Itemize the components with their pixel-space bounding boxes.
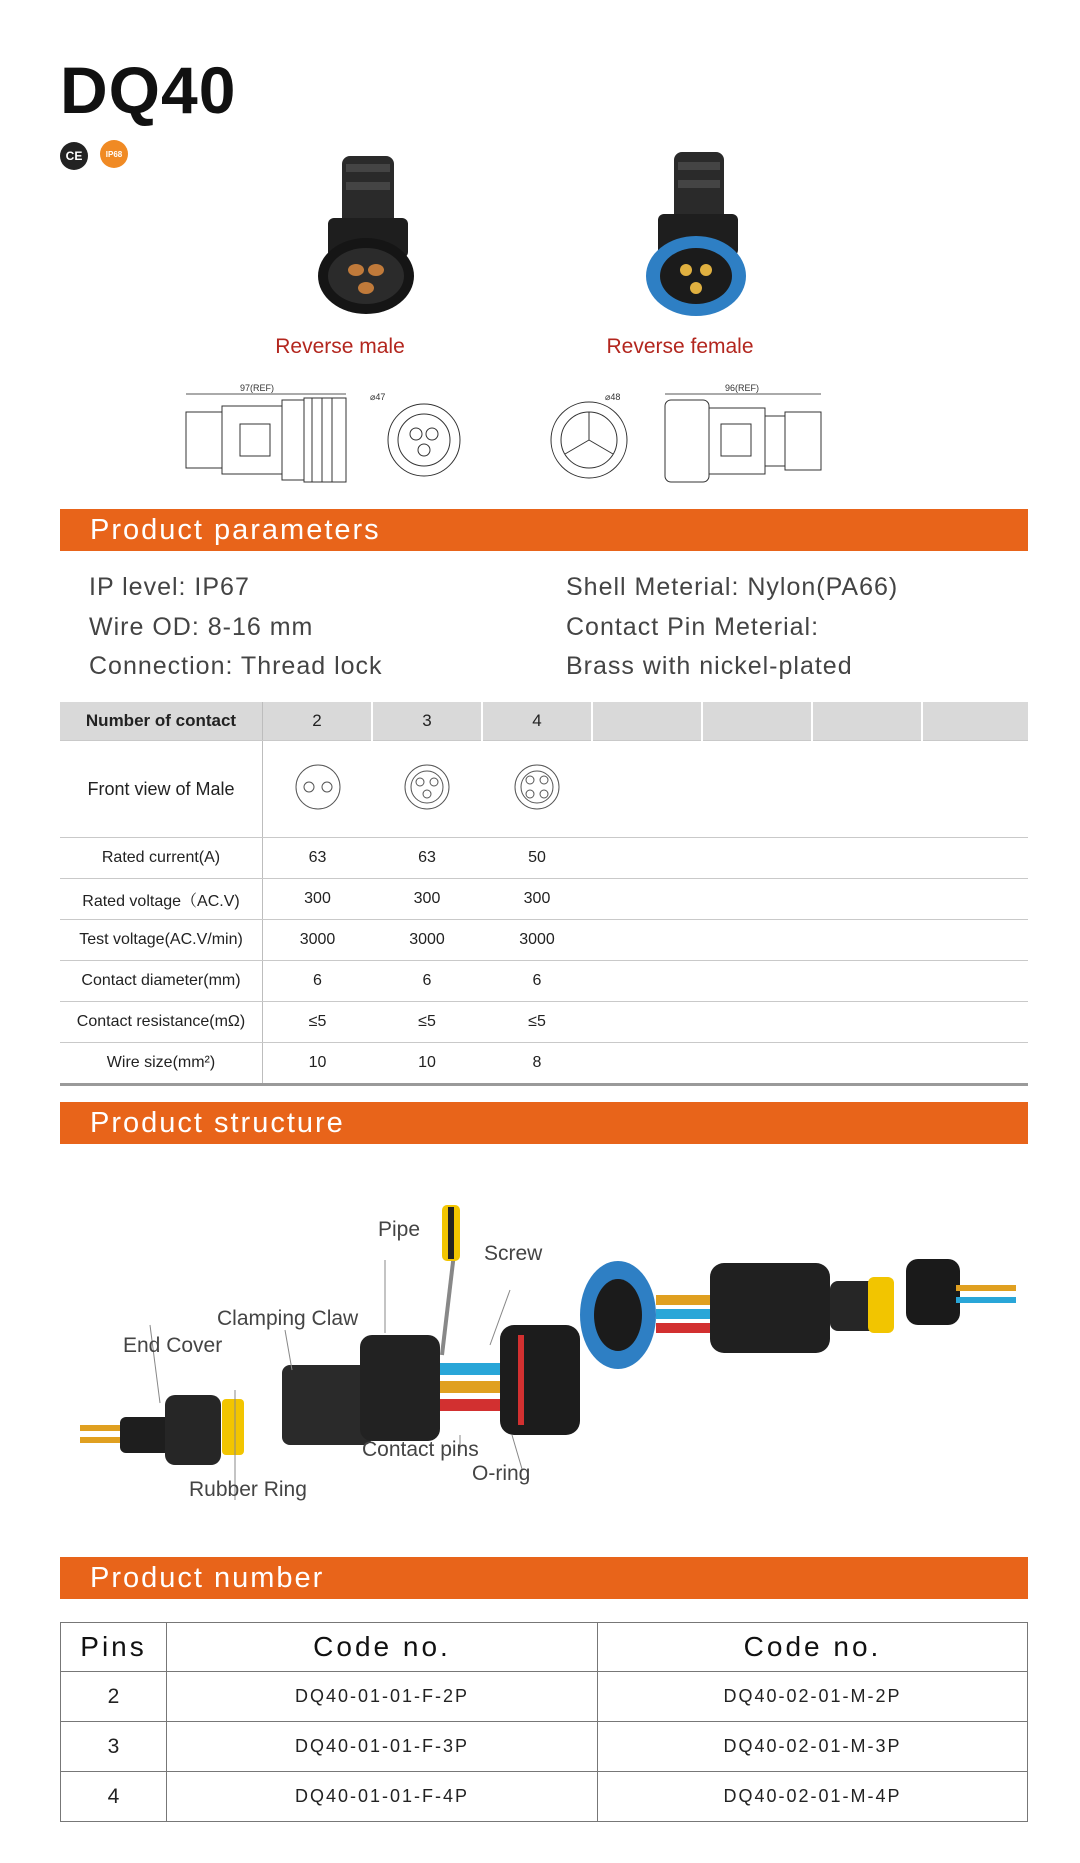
spec-cell: 63 [372, 838, 482, 879]
spec-header-empty [592, 702, 702, 741]
spec-cell: 10 [372, 1043, 482, 1085]
param-ip-level: IP level: IP67 [89, 573, 250, 601]
front-view-4pin [482, 741, 592, 838]
male-caption: Reverse male [275, 335, 405, 358]
front-view-empty [702, 741, 812, 838]
product-number-table [60, 1622, 1028, 1822]
spec-header-contact: 2 [263, 702, 373, 741]
spec-table [60, 702, 1028, 1086]
param-shell: Shell Meterial: Nylon(PA66) [566, 573, 899, 601]
spec-cell: 6 [372, 961, 482, 1002]
spec-row [60, 1002, 1028, 1043]
spec-row [60, 1043, 1028, 1085]
front-view-label: Front view of Male [60, 741, 263, 838]
spec-row [60, 920, 1028, 961]
female-connector-image [608, 148, 768, 323]
pn-row [61, 1722, 1028, 1772]
front-view-empty [922, 741, 1028, 838]
spec-row-label: Contact diameter(mm) [60, 961, 263, 1002]
front-view-3pin [372, 741, 482, 838]
female-diameter-label: ⌀48 [605, 392, 621, 402]
male-connector-image [280, 148, 440, 323]
spec-cell: 8 [482, 1043, 592, 1085]
spec-row-label: Contact resistance(mΩ) [60, 1002, 263, 1043]
label-clamping-claw: Clamping Claw [217, 1307, 359, 1330]
spec-header-empty [702, 702, 812, 741]
spec-row-label: Test voltage(AC.V/min) [60, 920, 263, 961]
male-dim-label: 97(REF) [240, 383, 275, 393]
spec-row-label: Rated voltage（AC.V) [60, 879, 263, 920]
front-view-empty [812, 741, 922, 838]
female-technical-drawing [545, 380, 875, 490]
pn-pins: 2 [61, 1672, 167, 1722]
spec-cell: 300 [372, 879, 482, 920]
pn-code-female: DQ40-01-01-F-4P [167, 1772, 598, 1822]
spec-cell-empty [592, 879, 702, 920]
pn-code-male: DQ40-02-01-M-3P [598, 1722, 1028, 1772]
spec-cell-empty [812, 1002, 922, 1043]
spec-cell: 3000 [372, 920, 482, 961]
spec-cell-empty [592, 1002, 702, 1043]
spec-cell-empty [812, 920, 922, 961]
spec-cell: 300 [263, 879, 373, 920]
spec-header-empty [922, 702, 1028, 741]
front-view-2pin [263, 741, 373, 838]
spec-cell-empty [922, 1002, 1028, 1043]
spec-cell-empty [922, 961, 1028, 1002]
spec-row-label: Rated current(A) [60, 838, 263, 879]
spec-cell-empty [702, 838, 812, 879]
spec-cell: 6 [482, 961, 592, 1002]
pn-header-code-female: Code no. [167, 1623, 598, 1672]
spec-cell-empty [702, 1002, 812, 1043]
param-wire-od: Wire OD: 8-16 mm [89, 613, 314, 641]
pn-row [61, 1672, 1028, 1722]
spec-cell-empty [812, 961, 922, 1002]
spec-cell-empty [702, 920, 812, 961]
female-dim-label: 96(REF) [725, 383, 760, 393]
spec-row [60, 961, 1028, 1002]
label-o-ring: O-ring [472, 1462, 531, 1485]
three-pin-face-icon [402, 762, 452, 812]
spec-cell-empty [592, 1043, 702, 1085]
spec-cell: 50 [482, 838, 592, 879]
pn-code-male: DQ40-02-01-M-2P [598, 1672, 1028, 1722]
ip68-badge-icon: IP68 [100, 140, 128, 168]
spec-cell: 63 [263, 838, 373, 879]
spec-row-label: Wire size(mm²) [60, 1043, 263, 1085]
spec-cell: 6 [263, 961, 373, 1002]
spec-cell-empty [592, 920, 702, 961]
four-pin-face-icon [512, 762, 562, 812]
spec-cell-empty [592, 961, 702, 1002]
spec-row [60, 879, 1028, 920]
spec-cell: 3000 [482, 920, 592, 961]
label-pipe: Pipe [378, 1218, 421, 1241]
label-end-cover: End Cover [123, 1334, 223, 1357]
section-parameters: Product parameters [60, 509, 1028, 551]
section-structure: Product structure [60, 1102, 1028, 1144]
male-diameter-label: ⌀47 [370, 392, 386, 402]
spec-cell-empty [702, 879, 812, 920]
spec-cell-empty [702, 1043, 812, 1085]
pn-header-code-male: Code no. [598, 1623, 1028, 1672]
spec-cell-empty [922, 920, 1028, 961]
spec-cell-empty [812, 879, 922, 920]
spec-header-label: Number of contact [60, 702, 263, 741]
pn-pins: 3 [61, 1722, 167, 1772]
label-contact-pins: Contact pins [362, 1438, 479, 1461]
label-screw: Screw [484, 1242, 543, 1265]
spec-header-empty [812, 702, 922, 741]
pn-row [61, 1772, 1028, 1822]
spec-cell-empty [592, 838, 702, 879]
spec-cell: ≤5 [372, 1002, 482, 1043]
spec-cell-empty [922, 1043, 1028, 1085]
spec-cell: 10 [263, 1043, 373, 1085]
pn-pins: 4 [61, 1772, 167, 1822]
spec-cell-empty [812, 838, 922, 879]
pn-code-female: DQ40-01-01-F-3P [167, 1722, 598, 1772]
spec-cell-empty [922, 879, 1028, 920]
spec-cell: ≤5 [263, 1002, 373, 1043]
male-technical-drawing [180, 380, 525, 490]
spec-row [60, 838, 1028, 879]
spec-header-contact: 3 [372, 702, 482, 741]
pn-header-row [61, 1623, 1028, 1672]
page-title: DQ40 [60, 53, 237, 127]
pn-code-male: DQ40-02-01-M-4P [598, 1772, 1028, 1822]
ce-mark-icon: CE [60, 142, 88, 170]
spec-header-contact: 4 [482, 702, 592, 741]
pn-header-pins: Pins [61, 1623, 167, 1672]
spec-cell: 3000 [263, 920, 373, 961]
spec-cell-empty [922, 838, 1028, 879]
spec-cell: ≤5 [482, 1002, 592, 1043]
param-contact-pin-2: Brass with nickel-plated [566, 652, 853, 680]
spec-cell-empty [702, 961, 812, 1002]
front-view-empty [592, 741, 702, 838]
param-contact-pin: Contact Pin Meterial: [566, 613, 820, 641]
param-connection: Connection: Thread lock [89, 652, 383, 680]
pn-code-female: DQ40-01-01-F-2P [167, 1672, 598, 1722]
spec-cell-empty [812, 1043, 922, 1085]
female-caption: Reverse female [606, 335, 754, 358]
label-rubber-ring: Rubber Ring [189, 1478, 307, 1501]
front-view-row [60, 741, 1028, 838]
section-number: Product number [60, 1557, 1028, 1599]
spec-header-row [60, 702, 1028, 741]
spec-cell: 300 [482, 879, 592, 920]
two-pin-face-icon [293, 762, 343, 812]
